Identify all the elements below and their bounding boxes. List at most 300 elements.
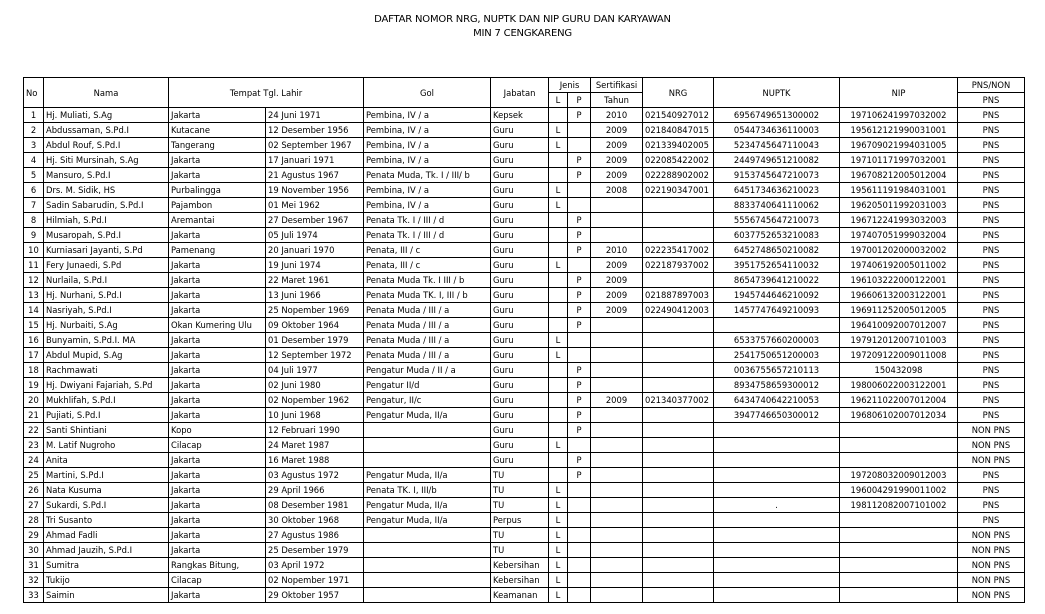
cell-tgl-lahir: 27 Desember 1967 bbox=[266, 213, 364, 228]
cell-status: PNS bbox=[958, 393, 1025, 408]
cell-tgl-lahir: 04 Juli 1977 bbox=[266, 363, 364, 378]
cell-status: PNS bbox=[958, 408, 1025, 423]
cell-status: PNS bbox=[958, 498, 1025, 513]
cell-gol: Pengatur Muda, II/a bbox=[364, 468, 491, 483]
cell-nrg bbox=[643, 528, 714, 543]
header-no: No bbox=[24, 78, 44, 108]
cell-no: 20 bbox=[24, 393, 44, 408]
cell-nip: 197912012007101003 bbox=[840, 333, 958, 348]
cell-sertifikasi-tahun bbox=[591, 198, 643, 213]
cell-sertifikasi-tahun bbox=[591, 363, 643, 378]
header-sertifikasi: Sertifikasi bbox=[591, 78, 643, 93]
cell-tempat-lahir: Pajambon bbox=[169, 198, 266, 213]
cell-tempat-lahir: Jakarta bbox=[169, 483, 266, 498]
cell-jenis-p: P bbox=[568, 168, 591, 183]
cell-tempat-lahir: Jakarta bbox=[169, 528, 266, 543]
cell-no: 5 bbox=[24, 168, 44, 183]
table-row bbox=[24, 513, 1025, 528]
cell-tgl-lahir: 01 Mei 1962 bbox=[266, 198, 364, 213]
cell-tempat-lahir: Jakarta bbox=[169, 333, 266, 348]
cell-jenis-l: L bbox=[549, 438, 568, 453]
cell-status: PNS bbox=[958, 198, 1025, 213]
cell-sertifikasi-tahun bbox=[591, 333, 643, 348]
header-gol: Gol bbox=[364, 78, 491, 108]
cell-tempat-lahir: Jakarta bbox=[169, 258, 266, 273]
cell-tempat-lahir: Cilacap bbox=[169, 573, 266, 588]
cell-nama: Mansuro, S.Pd.I bbox=[44, 168, 169, 183]
table-row bbox=[24, 138, 1025, 153]
cell-jenis-l bbox=[549, 318, 568, 333]
cell-jabatan: Guru bbox=[491, 363, 549, 378]
table-row bbox=[24, 393, 1025, 408]
cell-no: 26 bbox=[24, 483, 44, 498]
cell-gol bbox=[364, 438, 491, 453]
cell-jenis-l bbox=[549, 363, 568, 378]
cell-no: 4 bbox=[24, 153, 44, 168]
cell-sertifikasi-tahun: 2009 bbox=[591, 273, 643, 288]
cell-nrg: 021339402005 bbox=[643, 138, 714, 153]
cell-jenis-p: P bbox=[568, 108, 591, 123]
cell-nrg: 022235417002 bbox=[643, 243, 714, 258]
cell-nrg: 022490412003 bbox=[643, 303, 714, 318]
cell-tempat-lahir: Jakarta bbox=[169, 468, 266, 483]
cell-no: 33 bbox=[24, 588, 44, 603]
cell-nama: Pujiati, S.Pd.I bbox=[44, 408, 169, 423]
cell-nrg bbox=[643, 513, 714, 528]
cell-tgl-lahir: 03 April 1972 bbox=[266, 558, 364, 573]
cell-nama: Tukijo bbox=[44, 573, 169, 588]
cell-jenis-p bbox=[568, 138, 591, 153]
cell-nama: Bunyamin, S.Pd.I. MA bbox=[44, 333, 169, 348]
cell-no: 9 bbox=[24, 228, 44, 243]
header-jenis-p: P bbox=[568, 93, 591, 108]
cell-gol: Penata TK. I, III/b bbox=[364, 483, 491, 498]
cell-nip: 198006022003122001 bbox=[840, 378, 958, 393]
cell-nrg: 022187937002 bbox=[643, 258, 714, 273]
cell-tempat-lahir: Aremantai bbox=[169, 213, 266, 228]
staff-table bbox=[23, 77, 1025, 603]
cell-no: 24 bbox=[24, 453, 44, 468]
cell-gol: Pembina, IV / a bbox=[364, 123, 491, 138]
cell-no: 3 bbox=[24, 138, 44, 153]
cell-jenis-p bbox=[568, 333, 591, 348]
cell-nrg bbox=[643, 273, 714, 288]
cell-nrg: 021340377002 bbox=[643, 393, 714, 408]
cell-tempat-lahir: Jakarta bbox=[169, 273, 266, 288]
cell-no: 29 bbox=[24, 528, 44, 543]
cell-gol: Penata Muda / III / a bbox=[364, 303, 491, 318]
cell-nama: Hj. Muliati, S.Ag bbox=[44, 108, 169, 123]
cell-no: 21 bbox=[24, 408, 44, 423]
cell-jenis-p bbox=[568, 183, 591, 198]
header-sertifikasi-tahun: Tahun bbox=[591, 93, 643, 108]
cell-nrg bbox=[643, 348, 714, 363]
cell-status: NON PNS bbox=[958, 588, 1025, 603]
cell-nrg bbox=[643, 213, 714, 228]
cell-status: PNS bbox=[958, 333, 1025, 348]
cell-nuptk: 6451734636210023 bbox=[714, 183, 840, 198]
cell-sertifikasi-tahun: 2009 bbox=[591, 303, 643, 318]
table-row bbox=[24, 408, 1025, 423]
cell-jabatan: Guru bbox=[491, 123, 549, 138]
cell-jabatan: Kebersihan bbox=[491, 558, 549, 573]
cell-gol: Penata Muda / III / a bbox=[364, 318, 491, 333]
cell-nama: Hilmiah, S.Pd.I bbox=[44, 213, 169, 228]
table-row bbox=[24, 243, 1025, 258]
cell-nama: Nata Kusuma bbox=[44, 483, 169, 498]
cell-status: PNS bbox=[958, 468, 1025, 483]
cell-nip: 196004291990011002 bbox=[840, 483, 958, 498]
cell-sertifikasi-tahun bbox=[591, 468, 643, 483]
header-jenis-l: L bbox=[549, 93, 568, 108]
cell-no: 8 bbox=[24, 213, 44, 228]
cell-tgl-lahir: 01 Desember 1979 bbox=[266, 333, 364, 348]
cell-sertifikasi-tahun bbox=[591, 513, 643, 528]
cell-no: 25 bbox=[24, 468, 44, 483]
cell-jenis-p bbox=[568, 573, 591, 588]
cell-sertifikasi-tahun bbox=[591, 528, 643, 543]
cell-tgl-lahir: 27 Agustus 1986 bbox=[266, 528, 364, 543]
cell-nuptk: 0036755657210113 bbox=[714, 363, 840, 378]
cell-jenis-l: L bbox=[549, 498, 568, 513]
cell-nama: Mukhlifah, S.Pd.I bbox=[44, 393, 169, 408]
cell-nip bbox=[840, 558, 958, 573]
cell-nama: Musaropah, S.Pd.I bbox=[44, 228, 169, 243]
cell-jenis-p bbox=[568, 528, 591, 543]
cell-jenis-p bbox=[568, 438, 591, 453]
cell-status: PNS bbox=[958, 243, 1025, 258]
cell-nip: 150432098 bbox=[840, 363, 958, 378]
cell-nrg: 021840847015 bbox=[643, 123, 714, 138]
cell-nama: Sukardi, S.Pd.I bbox=[44, 498, 169, 513]
cell-jabatan: Guru bbox=[491, 453, 549, 468]
cell-status: NON PNS bbox=[958, 438, 1025, 453]
cell-nama: Hj. Nurhani, S.Pd.I bbox=[44, 288, 169, 303]
cell-tgl-lahir: 05 Juli 1974 bbox=[266, 228, 364, 243]
cell-status: PNS bbox=[958, 108, 1025, 123]
cell-nip bbox=[840, 588, 958, 603]
cell-tgl-lahir: 24 Maret 1987 bbox=[266, 438, 364, 453]
cell-nip: 196712241993032003 bbox=[840, 213, 958, 228]
table-row bbox=[24, 423, 1025, 438]
table-row bbox=[24, 543, 1025, 558]
cell-no: 18 bbox=[24, 363, 44, 378]
cell-tempat-lahir: Tangerang bbox=[169, 138, 266, 153]
cell-nama: Sumitra bbox=[44, 558, 169, 573]
cell-nama: Ahmad Fadli bbox=[44, 528, 169, 543]
cell-tempat-lahir: Okan Kumering Ulu bbox=[169, 318, 266, 333]
cell-tgl-lahir: 21 Agustus 1967 bbox=[266, 168, 364, 183]
cell-no: 23 bbox=[24, 438, 44, 453]
table-row bbox=[24, 378, 1025, 393]
cell-gol: Penata Tk. I / III / d bbox=[364, 213, 491, 228]
table-row bbox=[24, 108, 1025, 123]
cell-nuptk bbox=[714, 513, 840, 528]
cell-status: PNS bbox=[958, 153, 1025, 168]
cell-nip: 196708212005012004 bbox=[840, 168, 958, 183]
cell-sertifikasi-tahun bbox=[591, 408, 643, 423]
cell-tempat-lahir: Jakarta bbox=[169, 453, 266, 468]
cell-tempat-lahir: Pamenang bbox=[169, 243, 266, 258]
cell-tempat-lahir: Jakarta bbox=[169, 153, 266, 168]
cell-sertifikasi-tahun bbox=[591, 423, 643, 438]
cell-gol bbox=[364, 528, 491, 543]
cell-jenis-l: L bbox=[549, 123, 568, 138]
cell-nuptk: 8654739641210022 bbox=[714, 273, 840, 288]
cell-jabatan: Guru bbox=[491, 378, 549, 393]
cell-gol: Penata Muda, Tk. I / III/ b bbox=[364, 168, 491, 183]
cell-nuptk bbox=[714, 483, 840, 498]
cell-nama: Hj. Nurbaiti, S.Ag bbox=[44, 318, 169, 333]
cell-no: 17 bbox=[24, 348, 44, 363]
cell-jabatan: TU bbox=[491, 543, 549, 558]
cell-status: PNS bbox=[958, 168, 1025, 183]
cell-nama: Saimin bbox=[44, 588, 169, 603]
cell-no: 6 bbox=[24, 183, 44, 198]
cell-status: PNS bbox=[958, 123, 1025, 138]
cell-jenis-l bbox=[549, 228, 568, 243]
header-status: PNS/NON bbox=[958, 78, 1025, 93]
cell-jabatan: Guru bbox=[491, 213, 549, 228]
cell-nama: Drs. M. Sidik, HS bbox=[44, 183, 169, 198]
table-row bbox=[24, 528, 1025, 543]
cell-sertifikasi-tahun: 2009 bbox=[591, 393, 643, 408]
cell-nrg: 022288902002 bbox=[643, 168, 714, 183]
header-nuptk: NUPTK bbox=[714, 78, 840, 108]
cell-status: PNS bbox=[958, 513, 1025, 528]
cell-gol bbox=[364, 423, 491, 438]
cell-tempat-lahir: Jakarta bbox=[169, 168, 266, 183]
cell-jenis-l: L bbox=[549, 558, 568, 573]
cell-nuptk: 2449749651210082 bbox=[714, 153, 840, 168]
cell-no: 13 bbox=[24, 288, 44, 303]
cell-tgl-lahir: 02 Nopember 1962 bbox=[266, 393, 364, 408]
cell-sertifikasi-tahun: 2009 bbox=[591, 258, 643, 273]
cell-nrg bbox=[643, 588, 714, 603]
cell-jenis-p: P bbox=[568, 303, 591, 318]
cell-sertifikasi-tahun: 2010 bbox=[591, 243, 643, 258]
cell-nip: 196103222000122001 bbox=[840, 273, 958, 288]
cell-gol: Pembina, IV / a bbox=[364, 183, 491, 198]
cell-tgl-lahir: 02 Juni 1980 bbox=[266, 378, 364, 393]
cell-jenis-p: P bbox=[568, 288, 591, 303]
cell-nip bbox=[840, 453, 958, 468]
table-row bbox=[24, 453, 1025, 468]
cell-tgl-lahir: 02 Nopember 1971 bbox=[266, 573, 364, 588]
cell-gol: Pembina, IV / a bbox=[364, 153, 491, 168]
table-row bbox=[24, 183, 1025, 198]
cell-tempat-lahir: Rangkas Bitung, bbox=[169, 558, 266, 573]
cell-nip: 196410092007012007 bbox=[840, 318, 958, 333]
cell-jabatan: Guru bbox=[491, 258, 549, 273]
cell-nuptk: 1945744646210092 bbox=[714, 288, 840, 303]
cell-sertifikasi-tahun bbox=[591, 348, 643, 363]
cell-gol bbox=[364, 588, 491, 603]
cell-tgl-lahir: 09 Oktober 1964 bbox=[266, 318, 364, 333]
cell-nama: Ahmad Jauzih, S.Pd.I bbox=[44, 543, 169, 558]
cell-nip: 197106241997032002 bbox=[840, 108, 958, 123]
cell-no: 14 bbox=[24, 303, 44, 318]
cell-no: 22 bbox=[24, 423, 44, 438]
cell-sertifikasi-tahun bbox=[591, 453, 643, 468]
cell-tempat-lahir: Jakarta bbox=[169, 393, 266, 408]
table-row bbox=[24, 258, 1025, 273]
cell-nip bbox=[840, 438, 958, 453]
header-status-2: PNS bbox=[958, 93, 1025, 108]
cell-jabatan: Guru bbox=[491, 168, 549, 183]
cell-tgl-lahir: 10 Juni 1968 bbox=[266, 408, 364, 423]
cell-nuptk bbox=[714, 558, 840, 573]
cell-nrg bbox=[643, 438, 714, 453]
cell-jenis-l bbox=[549, 423, 568, 438]
cell-jabatan: Guru bbox=[491, 243, 549, 258]
cell-nip: 197407051999032004 bbox=[840, 228, 958, 243]
table-row bbox=[24, 123, 1025, 138]
cell-jenis-l bbox=[549, 108, 568, 123]
document-subtitle: MIN 7 CENGKARENG bbox=[473, 28, 572, 39]
cell-jenis-l: L bbox=[549, 513, 568, 528]
cell-jenis-l: L bbox=[549, 198, 568, 213]
cell-jenis-l bbox=[549, 303, 568, 318]
cell-status: PNS bbox=[958, 273, 1025, 288]
cell-jenis-p bbox=[568, 498, 591, 513]
cell-sertifikasi-tahun bbox=[591, 588, 643, 603]
cell-nama: M. Latif Nugroho bbox=[44, 438, 169, 453]
cell-sertifikasi-tahun bbox=[591, 573, 643, 588]
cell-jenis-p bbox=[568, 198, 591, 213]
cell-gol: Penata Muda / III / a bbox=[364, 333, 491, 348]
cell-jabatan: Guru bbox=[491, 348, 549, 363]
cell-nuptk: 6956749651300002 bbox=[714, 108, 840, 123]
table-row bbox=[24, 318, 1025, 333]
header-jenis: Jenis bbox=[549, 78, 591, 93]
cell-jenis-p: P bbox=[568, 228, 591, 243]
table-row bbox=[24, 498, 1025, 513]
cell-tgl-lahir: 30 Oktober 1968 bbox=[266, 513, 364, 528]
cell-jabatan: Kepsek bbox=[491, 108, 549, 123]
cell-nrg bbox=[643, 408, 714, 423]
table-row bbox=[24, 483, 1025, 498]
cell-nama: Kurniasari Jayanti, S.Pd bbox=[44, 243, 169, 258]
cell-no: 31 bbox=[24, 558, 44, 573]
cell-jenis-p bbox=[568, 348, 591, 363]
cell-nuptk: 6452748650210082 bbox=[714, 243, 840, 258]
cell-tgl-lahir: 20 Januari 1970 bbox=[266, 243, 364, 258]
cell-status: NON PNS bbox=[958, 558, 1025, 573]
table-row bbox=[24, 288, 1025, 303]
cell-nip bbox=[840, 513, 958, 528]
cell-no: 10 bbox=[24, 243, 44, 258]
cell-nip: 197001202000032002 bbox=[840, 243, 958, 258]
cell-jenis-l bbox=[549, 378, 568, 393]
cell-nuptk: 3947746650300012 bbox=[714, 408, 840, 423]
cell-status: NON PNS bbox=[958, 453, 1025, 468]
cell-tempat-lahir: Jakarta bbox=[169, 588, 266, 603]
cell-nrg bbox=[643, 228, 714, 243]
cell-nuptk: 8934758659300012 bbox=[714, 378, 840, 393]
cell-jenis-p bbox=[568, 258, 591, 273]
cell-nrg bbox=[643, 378, 714, 393]
cell-gol: Penata Tk. I / III / d bbox=[364, 228, 491, 243]
cell-tempat-lahir: Jakarta bbox=[169, 378, 266, 393]
cell-gol: Pengatur, II/c bbox=[364, 393, 491, 408]
table-row bbox=[24, 438, 1025, 453]
cell-jabatan: Guru bbox=[491, 303, 549, 318]
cell-tempat-lahir: Jakarta bbox=[169, 408, 266, 423]
cell-tgl-lahir: 17 Januari 1971 bbox=[266, 153, 364, 168]
table-row bbox=[24, 333, 1025, 348]
cell-sertifikasi-tahun: 2009 bbox=[591, 168, 643, 183]
cell-no: 16 bbox=[24, 333, 44, 348]
table-row bbox=[24, 468, 1025, 483]
cell-jenis-l: L bbox=[549, 333, 568, 348]
table-row bbox=[24, 198, 1025, 213]
cell-nama: Nurlaila, S.Pd.I bbox=[44, 273, 169, 288]
cell-nrg bbox=[643, 363, 714, 378]
cell-nama: Santi Shintiani bbox=[44, 423, 169, 438]
cell-no: 30 bbox=[24, 543, 44, 558]
cell-no: 27 bbox=[24, 498, 44, 513]
cell-nama: Abdul Mupid, S.Ag bbox=[44, 348, 169, 363]
cell-jenis-l: L bbox=[549, 573, 568, 588]
cell-status: PNS bbox=[958, 138, 1025, 153]
cell-tgl-lahir: 03 Agustus 1972 bbox=[266, 468, 364, 483]
cell-nrg bbox=[643, 333, 714, 348]
cell-nrg bbox=[643, 468, 714, 483]
cell-sertifikasi-tahun: 2009 bbox=[591, 138, 643, 153]
cell-sertifikasi-tahun bbox=[591, 318, 643, 333]
cell-status: PNS bbox=[958, 378, 1025, 393]
cell-nip bbox=[840, 423, 958, 438]
cell-nrg: 022190347001 bbox=[643, 183, 714, 198]
cell-tgl-lahir: 08 Desember 1981 bbox=[266, 498, 364, 513]
cell-no: 1 bbox=[24, 108, 44, 123]
cell-status: PNS bbox=[958, 303, 1025, 318]
cell-sertifikasi-tahun bbox=[591, 378, 643, 393]
table-row bbox=[24, 303, 1025, 318]
cell-sertifikasi-tahun bbox=[591, 438, 643, 453]
cell-jabatan: Guru bbox=[491, 228, 549, 243]
cell-jenis-l bbox=[549, 168, 568, 183]
cell-tempat-lahir: Jakarta bbox=[169, 228, 266, 243]
cell-tgl-lahir: 16 Maret 1988 bbox=[266, 453, 364, 468]
cell-tempat-lahir: Jakarta bbox=[169, 498, 266, 513]
cell-tempat-lahir: Jakarta bbox=[169, 288, 266, 303]
cell-jenis-p: P bbox=[568, 213, 591, 228]
document-title: DAFTAR NOMOR NRG, NUPTK DAN NIP GURU DAN KARYAWAN bbox=[374, 14, 671, 25]
cell-jabatan: TU bbox=[491, 528, 549, 543]
cell-tempat-lahir: Purbalingga bbox=[169, 183, 266, 198]
cell-tgl-lahir: 12 Februari 1990 bbox=[266, 423, 364, 438]
cell-nuptk bbox=[714, 528, 840, 543]
cell-status: PNS bbox=[958, 318, 1025, 333]
cell-gol: Pengatur Muda, II/a bbox=[364, 513, 491, 528]
cell-jabatan: TU bbox=[491, 468, 549, 483]
cell-tgl-lahir: 12 Desember 1956 bbox=[266, 123, 364, 138]
cell-tgl-lahir: 02 September 1967 bbox=[266, 138, 364, 153]
header-jabatan: Jabatan bbox=[491, 78, 549, 108]
cell-nip bbox=[840, 543, 958, 558]
cell-nuptk: 6533757660200003 bbox=[714, 333, 840, 348]
cell-sertifikasi-tahun bbox=[591, 543, 643, 558]
cell-jenis-p: P bbox=[568, 243, 591, 258]
cell-jenis-l: L bbox=[549, 528, 568, 543]
table-row bbox=[24, 228, 1025, 243]
cell-jenis-p: P bbox=[568, 408, 591, 423]
cell-sertifikasi-tahun: 2008 bbox=[591, 183, 643, 198]
table-row bbox=[24, 588, 1025, 603]
cell-jenis-l: L bbox=[549, 138, 568, 153]
